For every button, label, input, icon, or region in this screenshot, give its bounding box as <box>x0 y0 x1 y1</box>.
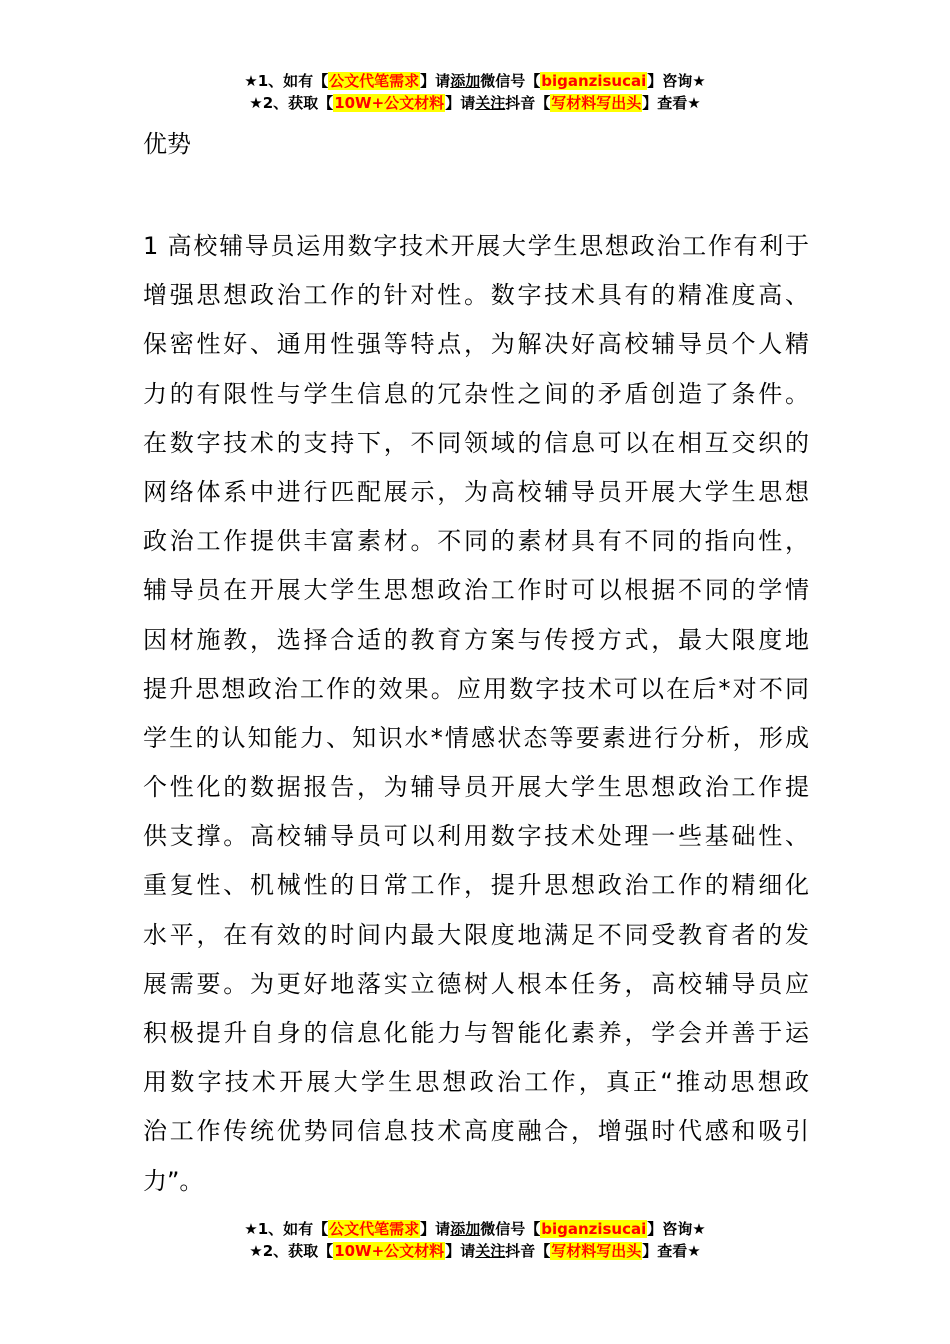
paragraph-line: 积极提升自身的信息化能力与智能化素养，学会并善于运 <box>143 1019 809 1047</box>
highlight-service: 公文代笔需求 <box>329 72 420 90</box>
promo-banner-top <box>0 70 950 114</box>
paragraph-line: 供支撑。高校辅导员可以利用数字技术处理一些基础性、 <box>143 822 809 851</box>
promo-line-1: ★1、如有【公文代笔需求】请添加微信号【biganzisucai】咨询★ <box>244 1220 706 1238</box>
paragraph-line: 网络体系中进行匹配展示，为高校辅导员开展大学生思想 <box>143 477 809 506</box>
paragraph-line: 提升思想政治工作的效果。应用数字技术可以在后*对不同 <box>143 674 809 703</box>
paragraph-line: 治工作传统优势同信息技术高度融合，增强时代感和吸引 <box>143 1117 809 1146</box>
promo-banner-bottom <box>0 1218 950 1262</box>
paragraph-line: 个性化的数据报告，为辅导员开展大学生思想政治工作提 <box>143 773 809 802</box>
paragraph-line: 增强思想政治工作的针对性。数字技术具有的精准度高、 <box>143 281 809 310</box>
promo-line-1: ★1、如有【公文代笔需求】请添加微信号【biganzisucai】咨询★ <box>244 72 706 90</box>
promo-line-2: ★2、获取【10W+公文材料】请关注抖音【写材料写出头】查看★ <box>249 94 701 112</box>
highlight-materials: 10W+公文材料 <box>334 1242 445 1260</box>
paragraph-line: 在数字技术的支持下，不同领域的信息可以在相互交织的 <box>143 428 809 457</box>
heading-fragment: 优势 <box>143 130 191 158</box>
paragraph-line: 因材施教，选择合适的教育方案与传授方式，最大限度地 <box>143 625 809 654</box>
paragraph-line: 政治工作提供丰富素材。不同的素材具有不同的指向性， <box>143 527 809 556</box>
promo-line-2: ★2、获取【10W+公文材料】请关注抖音【写材料写出头】查看★ <box>249 1242 701 1260</box>
paragraph-line: 1 高校辅导员运用数字技术开展大学生思想政治工作有利于 <box>143 232 809 260</box>
body-paragraph <box>143 222 809 1206</box>
paragraph-line: 展需要。为更好地落实立德树人根本任务，高校辅导员应 <box>143 969 809 998</box>
highlight-materials: 10W+公文材料 <box>334 94 445 112</box>
highlight-douyin-account: 写材料写出头 <box>551 1242 642 1260</box>
highlight-douyin-account: 写材料写出头 <box>551 94 642 112</box>
paragraph-line: 力”。 <box>143 1166 204 1195</box>
paragraph-line: 重复性、机械性的日常工作，提升思想政治工作的精细化 <box>143 871 809 900</box>
paragraph-line: 力的有限性与学生信息的冗杂性之间的矛盾创造了条件。 <box>143 379 809 408</box>
highlight-service: 公文代笔需求 <box>329 1220 420 1238</box>
paragraph-line: 辅导员在开展大学生思想政治工作时可以根据不同的学情 <box>143 576 809 605</box>
paragraph-line: 保密性好、通用性强等特点，为解决好高校辅导员个人精 <box>143 330 809 359</box>
paragraph-line: 学生的认知能力、知识水*情感状态等要素进行分析，形成 <box>143 723 809 752</box>
paragraph-line: 用数字技术开展大学生思想政治工作，真正“推动思想政 <box>143 1068 809 1097</box>
highlight-wechat-id: biganzisucai <box>541 72 647 90</box>
paragraph-line: 水平，在有效的时间内最大限度地满足不同受教育者的发 <box>143 920 809 949</box>
highlight-wechat-id: biganzisucai <box>541 1220 647 1238</box>
